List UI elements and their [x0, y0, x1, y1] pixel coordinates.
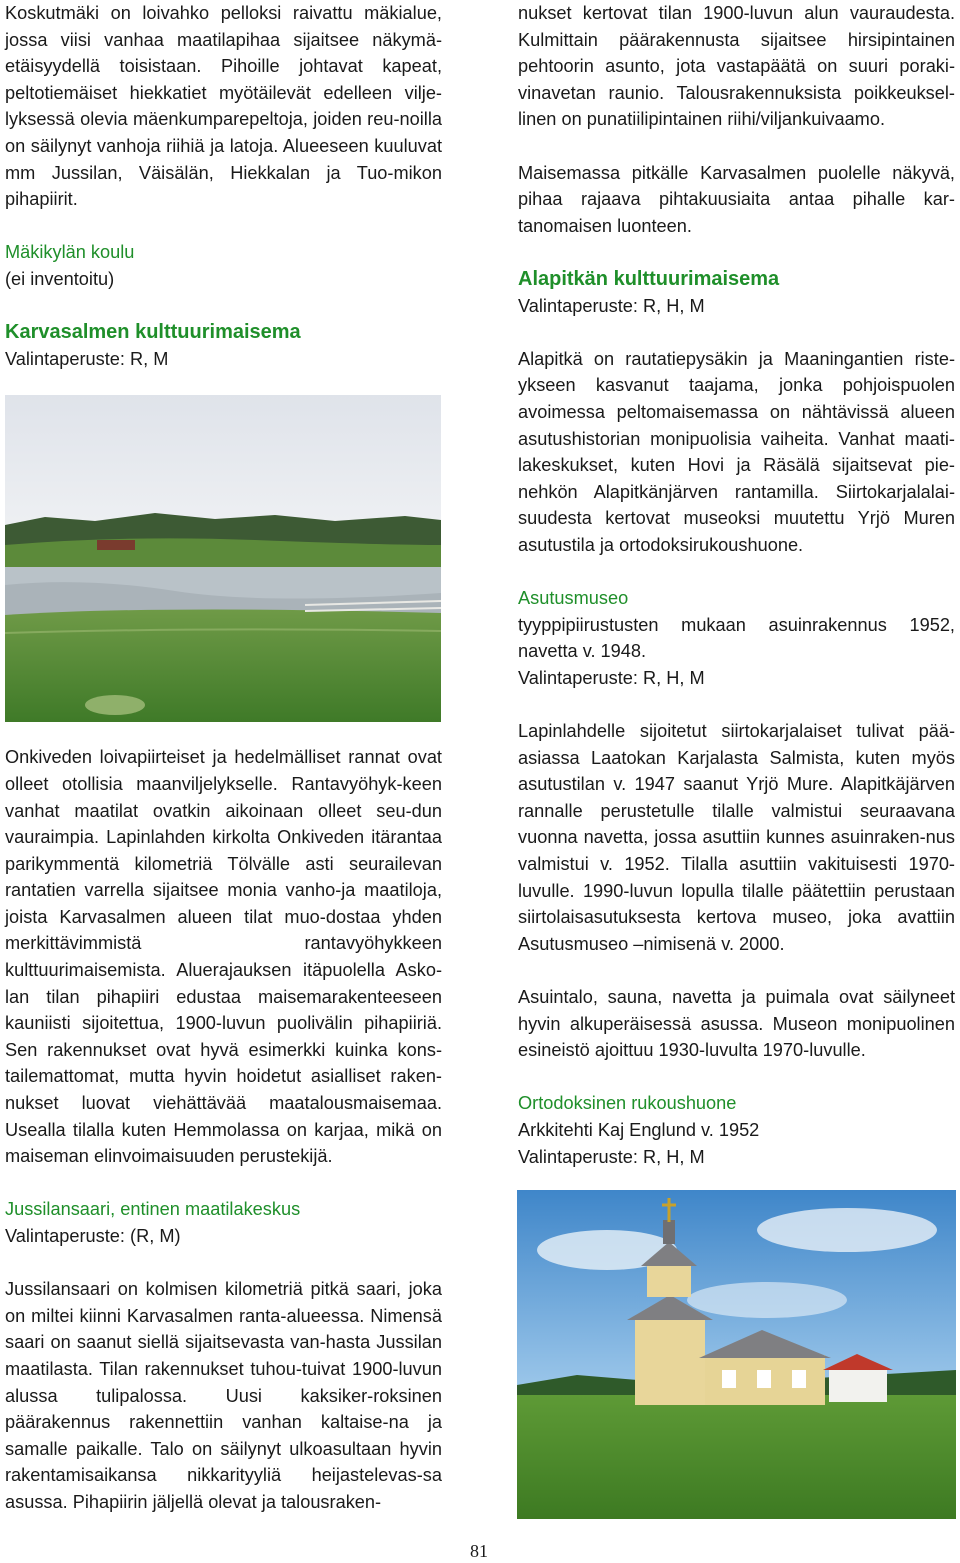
jussila-paragraph: Jussilansaari on kolmisen kilometriä pitkä saari, joka on miltei kiinni Karvasalmen ranta-alueessa. Nimensä saari on saanut siellä sijaitsevasta van-hasta Jussilan maatilasta. Tilan rakennukset tuhou-tuivat 1900-luvun alussa tulipalossa. Uusi kaksiker-roksinen päärakennus rakennettiin vanhan kaltaise-na ja samalle paikalle. Talo on säilynyt ulkoasultaan hyvin rakentamisaikansa nikkarityyliä heijastelevas-sa asussa. Pihapiirin jäljellä olevat ja talousraken- — [5, 1279, 442, 1512]
left-column — [5, 0, 442, 1516]
school-title: Mäkikylän koulu — [5, 242, 135, 263]
right-column — [518, 0, 955, 1170]
school-note: (ei inventoitu) — [5, 268, 115, 289]
church-architect: Arkkitehti Kaj Englund v. 1952 — [518, 1119, 760, 1140]
museum-criteria: Valintaperuste: R, H, M — [518, 667, 705, 688]
museum-description: tyyppipiirustusten mukaan asuinrakennus 1952, navetta v. 1948. — [518, 614, 955, 662]
church-criteria: Valintaperuste: R, H, M — [518, 1146, 705, 1167]
karvasalmi-heading: Karvasalmen kulttuurimaisema — [5, 321, 301, 344]
museum-title: Asutusmuseo — [518, 588, 629, 609]
karvasalmi-landscape-photo — [5, 395, 441, 722]
karvasalmi-criteria: Valintaperuste: R, M — [5, 348, 169, 369]
alapitka-heading: Alapitkän kulttuurimaisema — [518, 267, 780, 290]
church-title: Ortodoksinen rukoushuone — [518, 1093, 737, 1114]
jussila-criteria: Valintaperuste: (R, M) — [5, 1226, 181, 1246]
alapitka-criteria: Valintaperuste: R, H, M — [518, 295, 705, 316]
museum-buildings-paragraph: Asuintalo, sauna, navetta ja puimala ovat säilyneet hyvin alkuperäisessä asussa. Museon monipuolinen esineistö ajoittuu 1930-luvulta 1970-luvulle. — [518, 986, 955, 1061]
jussila-continued-paragraph: nukset kertovat tilan 1900-luvun alun vauraudesta. Kulmittain päärakennusta sijaitsee hirsipintainen pehtoorin asunto, jota vastapäätä on suuri poraki-vinavetan raunio. Talousrakennuksista poikkeuksel-linen on punatiilipintainen riihi/viljankuivaamo. — [518, 3, 955, 130]
page-number: 81 — [470, 1541, 488, 1561]
alapitka-paragraph: Alapitkä on rautatiepysäkin ja Maaningantien riste-ykseen kasvanut taajama, jonka pohjoispuolen avoimessa peltomaisemassa on nähtävissä alueen asutushistorian monipuolisia vaiheita. Vanhat maati-lakeskukset, kuten Hovi ja Räsälä sijaitsevat pie-nehkön Alapitkänjärven rantamilla. Siirtokarjalalai-suudesta kertovat museoksi muutettu Yrjö Muren asutustila ja ortodoksirukoushuone. — [518, 348, 955, 555]
jussila-title: Jussilansaari, entinen maatilakeskus — [5, 1199, 301, 1220]
onkivesi-paragraph: Onkiveden loivapiirteiset ja hedelmälliset rannat ovat olleet otollisia maanviljelykselle. Rantavyöhyk-keen vanhat maatilat ovatkin aikoinaan olleet seu-dun vauraimpia. Lapinlahden kirkolta Onkiveden itärantaa parikymmentä kilometriä Tölvälle asti seurailevan rantatien varrella sijaitsee monia vanho-ja maatiloja, joista Karvasalmen alueen tilat muo-dostaa yhden merkittävimmistä rantavyöhykkeen kulttuurimaisemista. Aluerajauksen itäpuolella Asko-lan tilan pihapiiri edustaa maisemarakenteeseen kauniisti sijoitettua, 1900-luvun puolivälin pihapiiriä. Sen rakennukset ovat hyvä esimerkki kuinka kons-tailemattomat, mutta hyvin hoidetut asialliset raken-nukset luovat viehättävää maatalousmaisemaa. Usealla tilalla kuten Hemmolassa on karjaa, mikä on maiseman elinvoimaisuuden perustekijä. — [5, 747, 442, 1167]
settlers-paragraph: Lapinlahdelle sijoitetut siirtokarjalaiset tulivat pää-asiassa Laatokan Karjalasta Salmista, kuten myös asutustilan v. 1947 saanut Yrjö Mure. Alapitkäjärven rannalle perustetulle tilalle valmistui seuraavana vuonna navetta, jossa asuttiin kunnes asuinraken-nus valmistui v. 1952. Tilalla asuttiin vakituisesti 1970-luvulle. 1990-luvun lopulla tilalle päätettiin perustaan siirtolaisasutuksesta kertova museo, joka avattiin Asutusmuseo –nimisenä v. 2000. — [518, 721, 955, 954]
spruce-hedge-paragraph: Maisemassa pitkälle Karvasalmen puolelle näkyvä, pihaa rajaava pihtakuusiaita antaa pihalle kar-tanomaisen luonteen. — [518, 162, 955, 236]
orthodox-prayer-house-photo — [517, 1190, 956, 1519]
koskutmaki-paragraph: Koskutmäki on loivahko pelloksi raivattu mäkialue, jossa viisi vanhaa maatilapihaa sijaitsee näkymä-etäisyydellä toisistaan. Pihoille johtavat kapeat, peltotiemäiset hiekkatiet myötäilevät edelleen vilje-lyksessä olevia mäenkumparepeltoja, joiden reu-noilla on säilynyt vanhoja riihiä ja latoja. Alueeseen kuuluvat mm Jussilan, Väisälän, Hiekkalan ja Tuo-mikon pihapiirit. — [5, 3, 442, 210]
